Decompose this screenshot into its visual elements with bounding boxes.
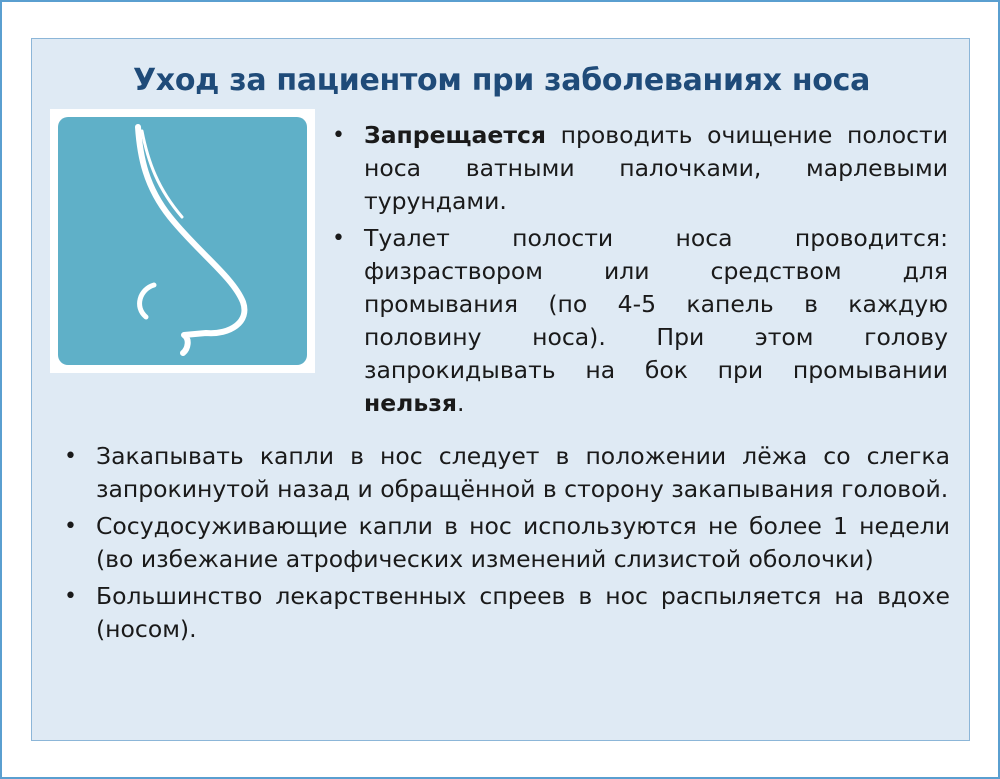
slide-title: Уход за пациентом при заболеваниях носа (132, 63, 871, 98)
list-item (64, 510, 950, 576)
item-text: Закапывать капли в нос следует в положении лёжа со слегка запрокинутой назад и обращённой в сторону закапывания головой. (96, 442, 950, 503)
item-text: Большинство лекарственных спреев в нос распыляется на вдохе (носом). (96, 582, 950, 643)
bullet-icon: • (64, 444, 77, 469)
item-text: Туалет полости носа проводится: физраствором или средством для промывания (по 4-5 капель в каждую половину носа). При этом голову запрокидывать на бок при промывании (364, 224, 948, 384)
list-item (332, 222, 948, 420)
nose-icon-box (50, 109, 315, 373)
bullet-icon: • (64, 514, 77, 539)
item-text: проводить очищение полости носа ватными палочками, марлевыми турундами. (364, 121, 948, 215)
bullet-icon: • (64, 584, 77, 609)
bullet-icon: • (332, 226, 345, 251)
slide (31, 38, 970, 741)
nose-icon (58, 117, 307, 365)
item-text: Сосудосуживающие капли в нос используются не более 1 недели (во избежание атрофических изменений слизистой оболочки) (96, 512, 950, 573)
bottom-bullet-list (64, 440, 950, 646)
item-end: . (457, 389, 465, 417)
list-item (332, 119, 948, 218)
list-item (64, 580, 950, 646)
bold-text: Запрещается (364, 121, 546, 149)
bold-text: нельзя (364, 389, 457, 417)
list-item (64, 440, 950, 506)
top-bullet-list (332, 119, 948, 420)
bullet-icon: • (332, 123, 345, 148)
